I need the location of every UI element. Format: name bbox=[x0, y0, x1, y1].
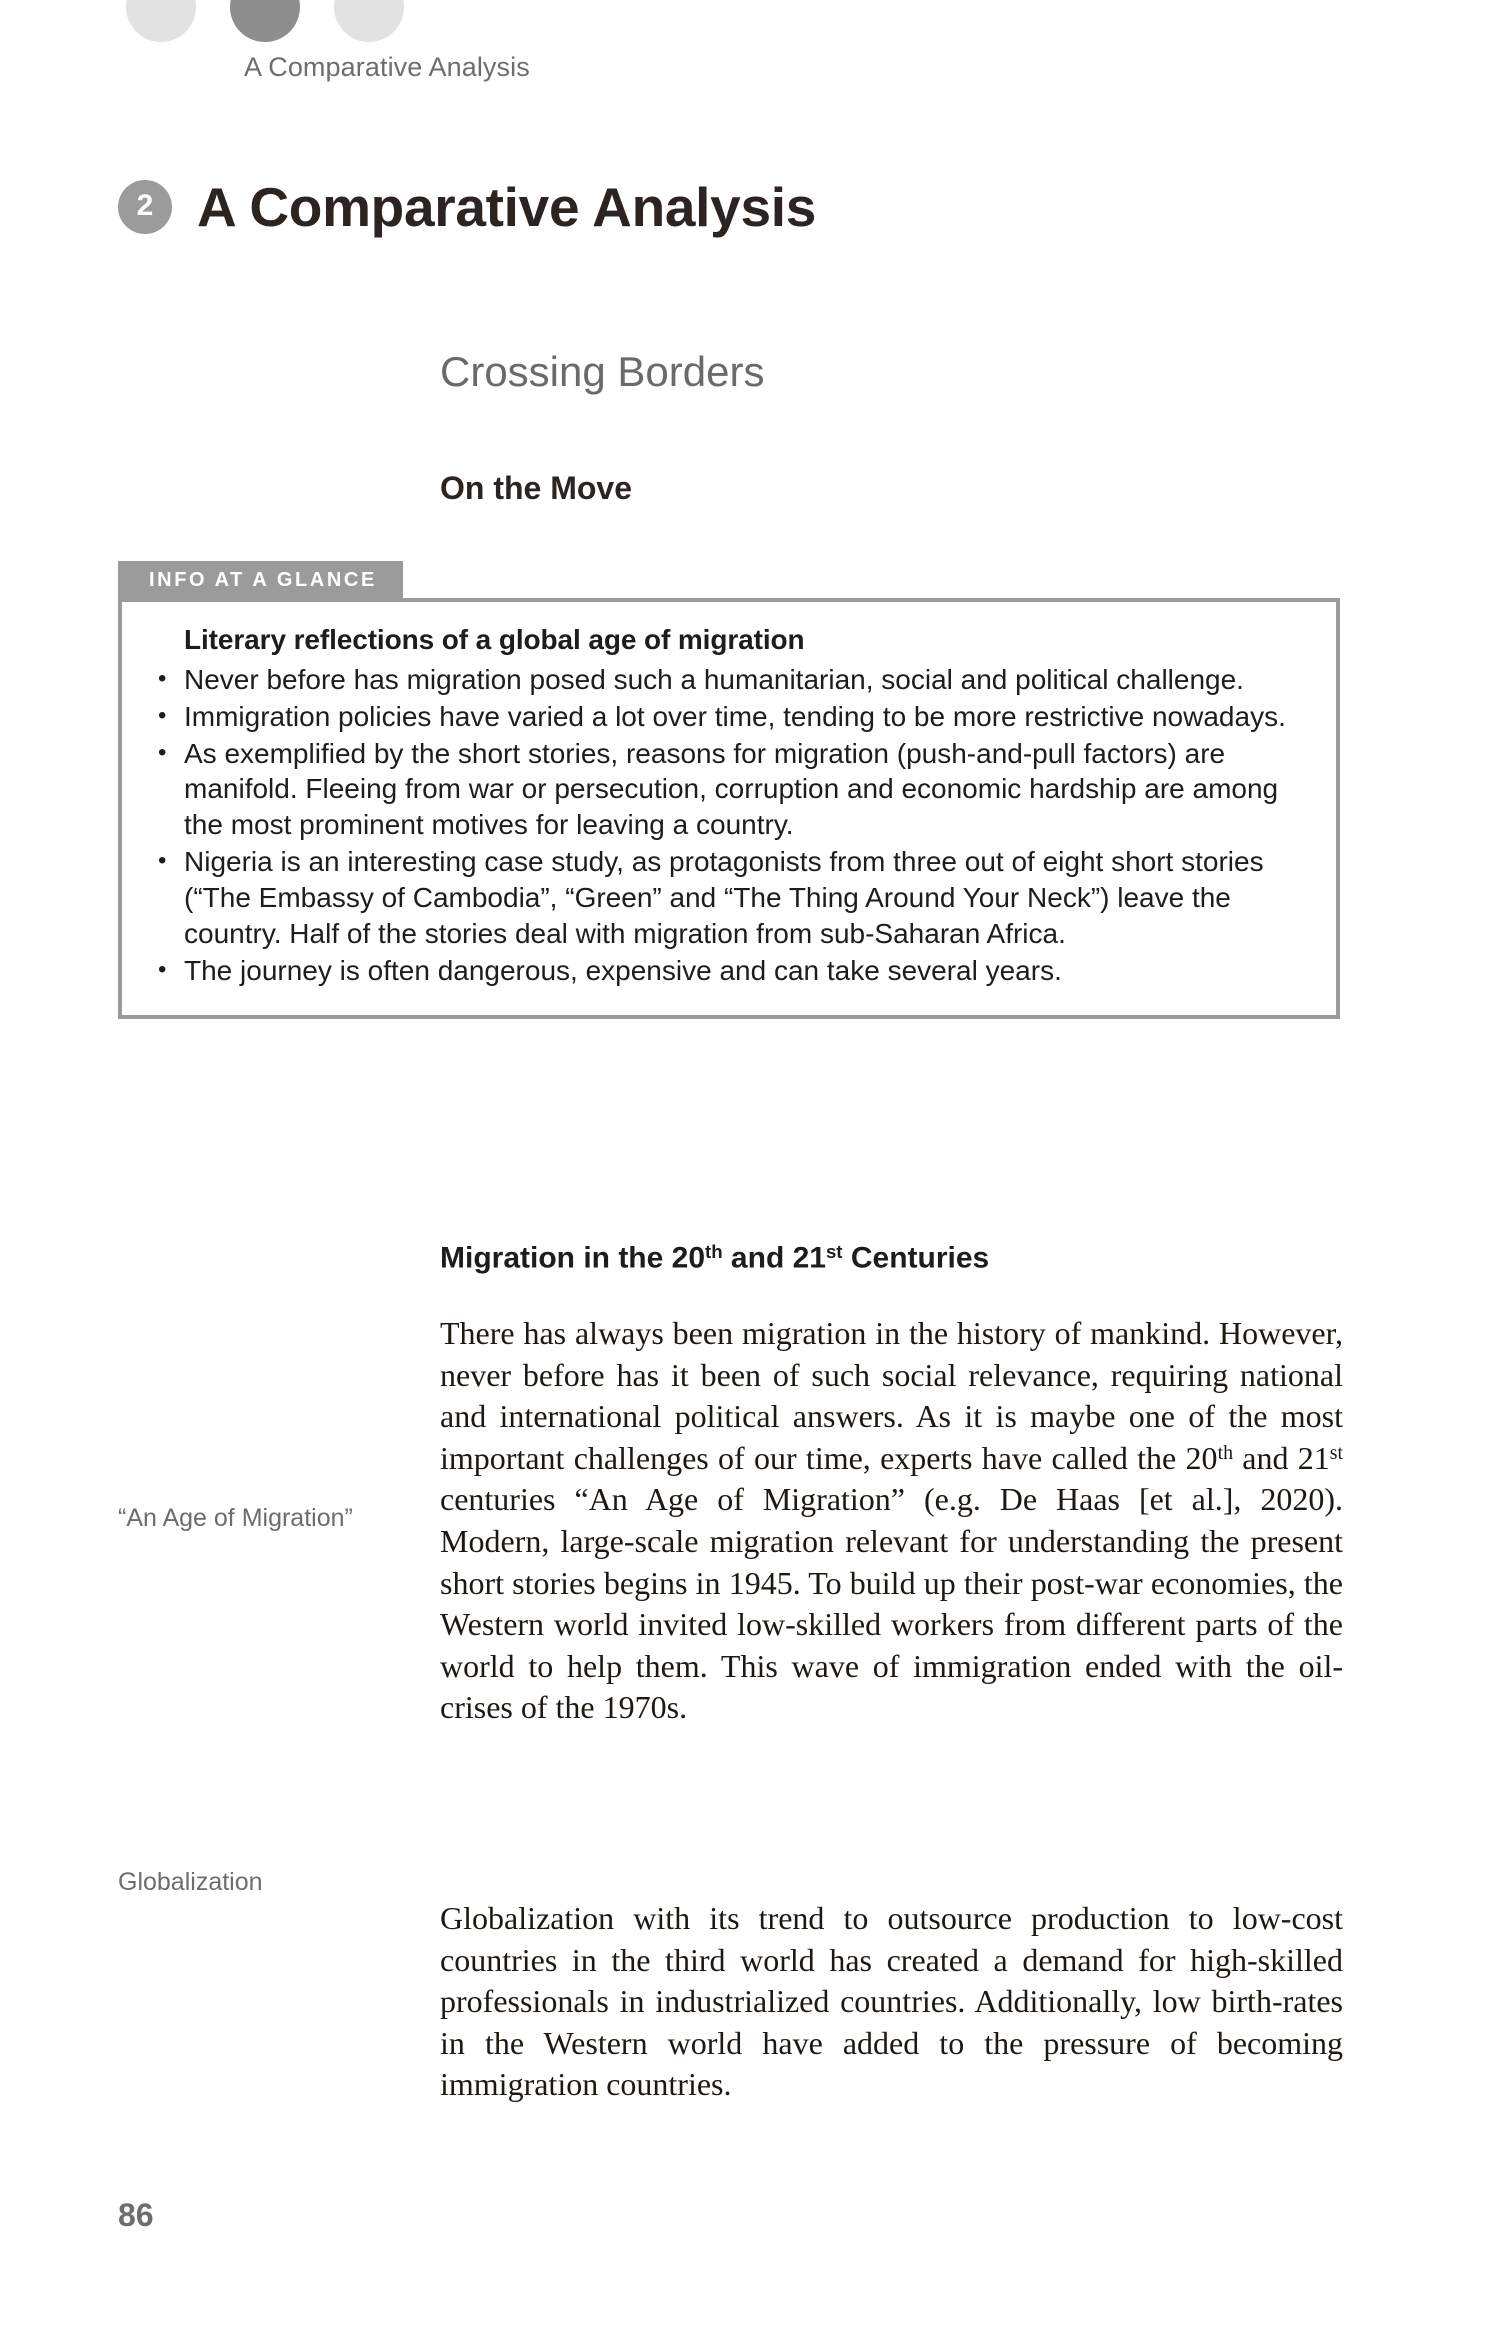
running-head-title: A Comparative Analysis bbox=[244, 52, 530, 82]
subsection-title: On the Move bbox=[440, 470, 633, 506]
chapter-number-badge: 2 bbox=[118, 180, 172, 234]
heading-superscript-st: st bbox=[825, 1241, 843, 1262]
info-box bbox=[118, 598, 1340, 1019]
margin-note-age-of-migration: “An Age of Migration” bbox=[118, 1504, 353, 1532]
info-box-tab-label: INFO AT A GLANCE bbox=[118, 561, 403, 600]
paragraph-1-part-c: centuries “An Age of Migration” (e.g. De Haas [et al.], 2020). Modern, large-scale migration relevant for understanding the present short stories begins in 1945. To build up their post-war economies, the Western world invited low-skilled workers from different parts of the world to help them. This wave of immigration ended with the oil-crises of the 1970s. bbox=[440, 1481, 1343, 1726]
body-section-heading bbox=[440, 1241, 989, 1276]
info-box-heading: Literary reflections of a global age of migration bbox=[184, 624, 805, 655]
dot-light-2 bbox=[334, 0, 404, 42]
dot-light-1 bbox=[126, 0, 196, 42]
body-paragraph-1 bbox=[440, 1313, 1343, 1729]
running-head bbox=[0, 0, 1509, 110]
decorative-dots bbox=[126, 0, 404, 42]
list-item: • Immigration policies have varied a lot over time, tending to be more restrictive nowadays. bbox=[152, 699, 1306, 735]
body-paragraph-2: Globalization with its trend to outsource production to low-cost countries in the third world has created a demand for high-skilled professionals in industrialized countries. Additionally, low birth-rates in the Western world have added to the pressure of becoming immigration countries. bbox=[440, 1900, 1343, 2103]
section-title: Crossing Borders bbox=[440, 348, 765, 395]
list-item: • As exemplified by the short stories, reasons for migration (push-and-pull factors) are manifold. Fleeing from war or persecution, corruption and economic hardship are among the most prominent motives for leaving a country. bbox=[152, 736, 1306, 843]
heading-text-part-1: Migration in the 20 bbox=[440, 1241, 706, 1275]
list-item: • Never before has migration posed such a humanitarian, social and political challenge. bbox=[152, 662, 1306, 698]
page-title: A Comparative Analysis bbox=[197, 176, 816, 238]
heading-superscript-th: th bbox=[705, 1241, 723, 1262]
margin-note-globalization: Globalization bbox=[118, 1868, 263, 1896]
list-item: • Nigeria is an interesting case study, as protagonists from three out of eight short stories (“The Embassy of Cambodia”, “Green” and “The Thing Around Your Neck”) leave the country. Half of the stories deal with migration from sub-Saharan Africa. bbox=[152, 844, 1306, 951]
paragraph-superscript-th: th bbox=[1217, 1441, 1233, 1464]
paragraph-superscript-st: st bbox=[1329, 1441, 1344, 1464]
chapter-title-row bbox=[118, 175, 816, 239]
list-item: • The journey is often dangerous, expensive and can take several years. bbox=[152, 953, 1306, 989]
info-box-bullet-list bbox=[152, 662, 1306, 988]
heading-text-part-2: and 21 bbox=[722, 1241, 826, 1275]
heading-text-part-3: Centuries bbox=[842, 1241, 990, 1275]
page-number: 86 bbox=[118, 2197, 154, 2233]
paragraph-1-part-a: There has always been migration in the history of mankind. However, never before has it been of such social relevance, requiring national and international political answers. As it is maybe one of the most important challenges of our time, experts have called the 20 bbox=[440, 1315, 1343, 1476]
dot-dark bbox=[230, 0, 300, 42]
paragraph-1-part-b: and 21 bbox=[1233, 1439, 1330, 1476]
